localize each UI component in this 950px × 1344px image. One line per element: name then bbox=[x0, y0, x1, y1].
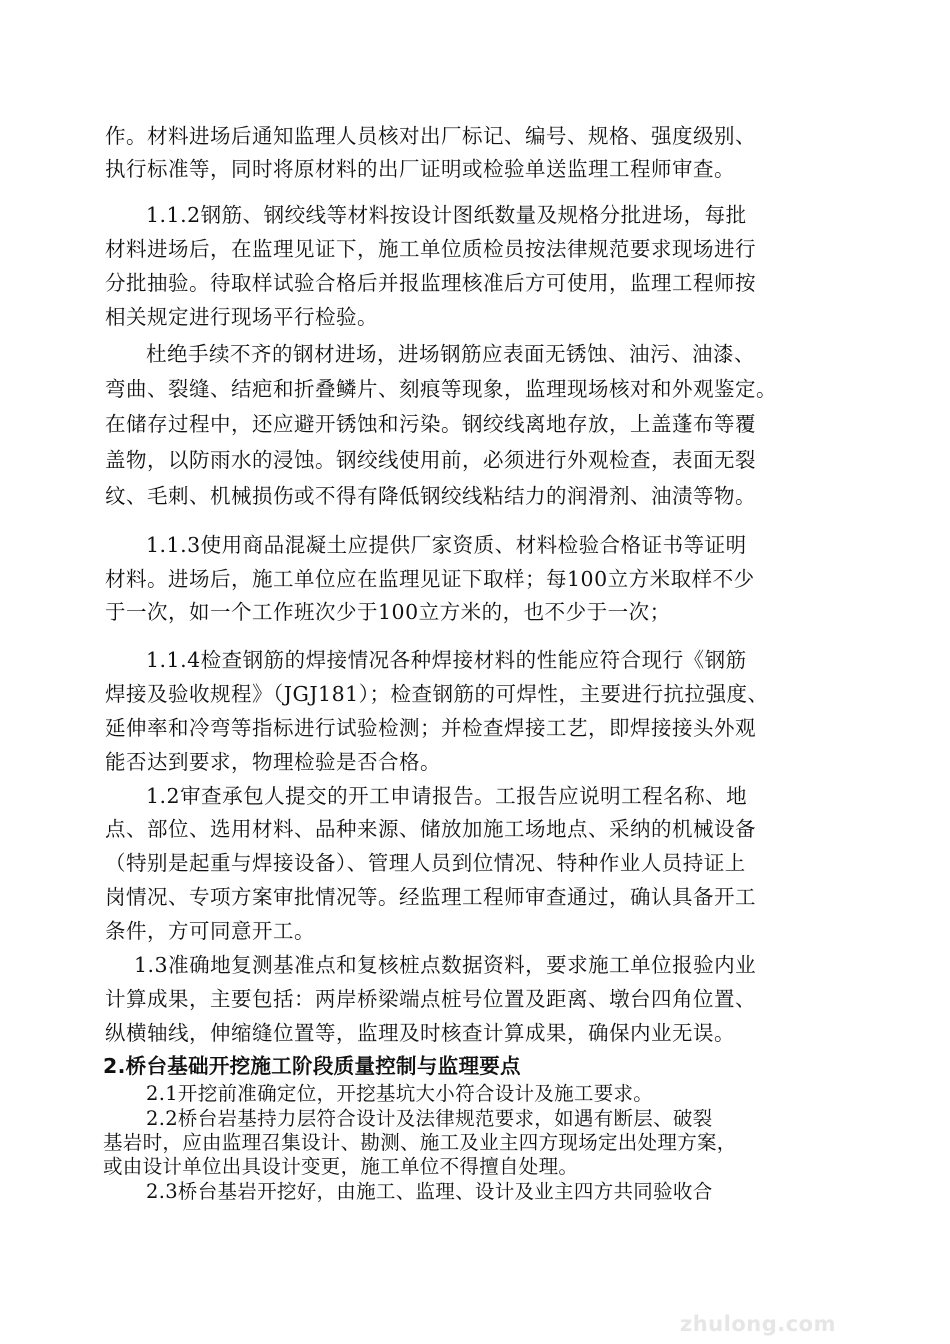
paragraph-line: 材料进场后，在监理见证下，施工单位质检员按法律规范要求现场进行 bbox=[105, 237, 756, 261]
paragraph-line: 1.2审查承包人提交的开工申请报告。工报告应说明工程名称、地 bbox=[146, 784, 748, 808]
paragraph-line: 计算成果，主要包括：两岸桥梁端点桩号位置及距离、墩台四角位置、 bbox=[105, 987, 756, 1011]
paragraph-line: 条件，方可同意开工。 bbox=[105, 919, 315, 943]
paragraph-line: 1.3准确地复测基准点和复核桩点数据资料，要求施工单位报验内业 bbox=[134, 953, 757, 977]
section-heading: 2.桥台基础开挖施工阶段质量控制与监理要点 bbox=[103, 1054, 521, 1078]
watermark-text: zhulong.com bbox=[680, 1312, 836, 1336]
paragraph-line: 相关规定进行现场平行检验。 bbox=[105, 305, 378, 329]
paragraph-line: 能否达到要求，物理检验是否合格。 bbox=[105, 750, 441, 774]
paragraph-line: 纵横轴线，伸缩缝位置等，监理及时核查计算成果，确保内业无误。 bbox=[105, 1021, 735, 1045]
paragraph-line: 纹、毛刺、机械损伤或不得有降低钢绞线粘结力的润滑剂、油渍等物。 bbox=[105, 484, 756, 508]
paragraph-line: 点、部位、选用材料、品种来源、储放加施工场地点、采纳的机械设备 bbox=[105, 817, 756, 841]
paragraph-line: 焊接及验收规程》（JGJ181）；检查钢筋的可焊性，主要进行抗拉强度、 bbox=[105, 682, 769, 706]
paragraph-line: 1.1.2钢筋、钢绞线等材料按设计图纸数量及规格分批进场，每批 bbox=[146, 203, 747, 227]
paragraph-line: 1.1.4检查钢筋的焊接情况各种焊接材料的性能应符合现行《钢筋 bbox=[146, 648, 747, 672]
paragraph-line: 或由设计单位出具设计变更，施工单位不得擅自处理。 bbox=[103, 1155, 579, 1178]
paragraph-line: 杜绝手续不齐的钢材进场，进场钢筋应表面无锈蚀、油污、油漆、 bbox=[146, 342, 755, 366]
paragraph-line: 2.3桥台基岩开挖好，由施工、监理、设计及业主四方共同验收合 bbox=[146, 1180, 713, 1203]
paragraph-line: 延伸率和冷弯等指标进行试验检测；并检查焊接工艺，即焊接接头外观 bbox=[105, 716, 756, 740]
paragraph-line: 基岩时，应由监理召集设计、勘测、施工及业主四方现场定出处理方案， bbox=[103, 1131, 737, 1154]
paragraph-line: 在储存过程中，还应避开锈蚀和污染。钢绞线离地存放，上盖蓬布等覆 bbox=[105, 412, 756, 436]
paragraph-line: 2.2桥台岩基持力层符合设计及法律规范要求，如遇有断层、破裂 bbox=[146, 1107, 713, 1130]
paragraph-line: 弯曲、裂缝、结疤和折叠鳞片、刻痕等现象，监理现场核对和外观鉴定。 bbox=[105, 377, 777, 401]
paragraph-line: 分批抽验。待取样试验合格后并报监理核准后方可使用，监理工程师按 bbox=[105, 271, 756, 295]
paragraph-line: （特别是起重与焊接设备）、管理人员到位情况、特种作业人员持证上 bbox=[105, 851, 746, 875]
paragraph-line: 执行标准等，同时将原材料的出厂证明或检验单送监理工程师审查。 bbox=[105, 157, 735, 181]
paragraph-line: 于一次，如一个工作班次少于100立方米的，也不少于一次； bbox=[105, 600, 671, 624]
paragraph-line: 岗情况、专项方案审批情况等。经监理工程师审查通过，确认具备开工 bbox=[105, 885, 756, 909]
paragraph-line: 材料。进场后，施工单位应在监理见证下取样；每100立方米取样不少 bbox=[105, 567, 755, 591]
paragraph-line: 2.1开挖前准确定位，开挖基坑大小符合设计及施工要求。 bbox=[146, 1082, 654, 1105]
paragraph-line: 作。材料进场后通知监理人员核对出厂标记、编号、规格、强度级别、 bbox=[105, 124, 756, 148]
paragraph-line: 1.1.3使用商品混凝土应提供厂家资质、材料检验合格证书等证明 bbox=[146, 533, 747, 557]
paragraph-line: 盖物，以防雨水的浸蚀。钢绞线使用前，必须进行外观检查，表面无裂 bbox=[105, 448, 756, 472]
